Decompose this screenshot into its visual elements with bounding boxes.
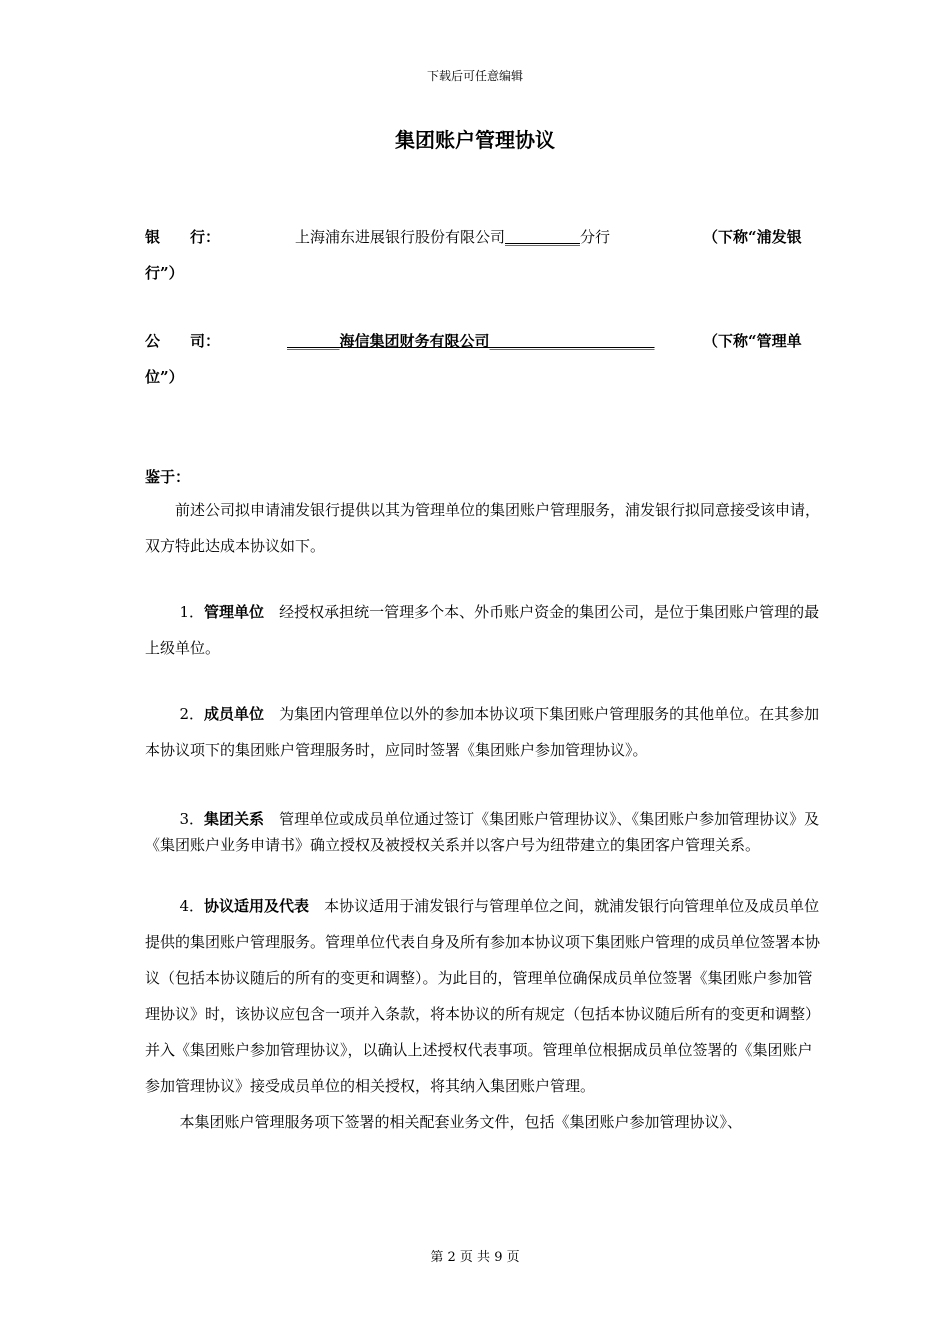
clause-number: 2． — [179, 705, 205, 723]
clause-text: 经授权承担统一管理多个本、外币账户资金的集团公司，是位于集团账户管理的最上级单位。 — [145, 603, 820, 657]
clause-term: 集团关系 — [204, 810, 265, 828]
bank-alias-start: （下称“浦发银 — [703, 228, 802, 246]
clause-4 — [145, 888, 825, 1104]
clause-term: 管理单位 — [204, 603, 265, 621]
company-party — [145, 323, 825, 395]
company-name: 海信集团财务有限公司 — [339, 332, 490, 350]
bank-name — [295, 219, 610, 255]
bank-party — [145, 219, 825, 291]
clause-1 — [145, 594, 825, 666]
company-alias-end: 位”） — [145, 368, 184, 386]
clause-2 — [145, 696, 825, 768]
document-title: 集团账户管理协议 — [395, 128, 555, 152]
page-header-note: 下载后可任意编辑 — [426, 69, 523, 83]
company-label: 公 司： — [145, 332, 221, 350]
agreement-body — [145, 462, 825, 1140]
continuation-text: 本集团账户管理服务项下签署的相关配套业务文件，包括《集团账户参加管理协议》、 — [179, 1113, 743, 1131]
clause-number: 3． — [179, 810, 205, 828]
bank-alias-end: 行”） — [145, 264, 184, 282]
whereas-label: 鉴于： — [145, 468, 191, 486]
whereas-text: 前述公司拟申请浦发银行提供以其为管理单位的集团账户管理服务，浦发银行拟同意接受该申请，双方特此达成本协议如下。 — [145, 501, 821, 555]
company-lead-blank: _______ — [287, 332, 340, 350]
bank-name-suffix: 分行 — [580, 228, 611, 246]
page-footer: 第 2 页 共 9 页 — [430, 1250, 520, 1265]
company-alias-start: （下称“管理单 — [703, 332, 802, 350]
company-trail-blank: ______________________ — [489, 332, 655, 350]
clause-text: 管理单位或成员单位通过签订《集团账户管理协议》、《集团账户参加管理协议》及《集团账户业务申请书》确立授权及被授权关系并以客户号为纽带建立的集团客户管理关系。 — [145, 810, 820, 854]
clause-text: 本协议适用于浦发银行与管理单位之间，就浦发银行向管理单位及成员单位提供的集团账户管理服务。管理单位代表自身及所有参加本协议项下集团账户管理的成员单位签署本协议（包括本协议随后的所有的变更和调整）。为此目的，管理单位确保成员单位签署《集团账户参加管理协议》时，该协议应包含一项并入条款，将本协议的所有规定（包括本协议随后所有的变更和调整）并入《集团账户参加管理协议》，以确认上述授权代表事项。管理单位根据成员单位签署的《集团账户参加管理协议》接受成员单位的相关授权，将其纳入集团账户管理。 — [145, 897, 821, 1095]
clause-term: 协议适用及代表 — [204, 897, 310, 915]
bank-label: 银 行： — [145, 228, 221, 246]
clause-text: 为集团内管理单位以外的参加本协议项下集团账户管理服务的其他单位。在其参加本协议项下的集团账户管理服务时，应同时签署《集团账户参加管理协议》。 — [145, 705, 820, 759]
clause-term: 成员单位 — [204, 705, 265, 723]
bank-name-prefix: 上海浦东进展银行股份有限公司 — [295, 228, 506, 246]
clause-number: 4． — [179, 897, 205, 915]
clause-number: 1． — [179, 603, 205, 621]
company-name-field — [287, 323, 655, 359]
clause-3 — [145, 806, 825, 858]
bank-branch-blank: __________ — [505, 228, 581, 246]
